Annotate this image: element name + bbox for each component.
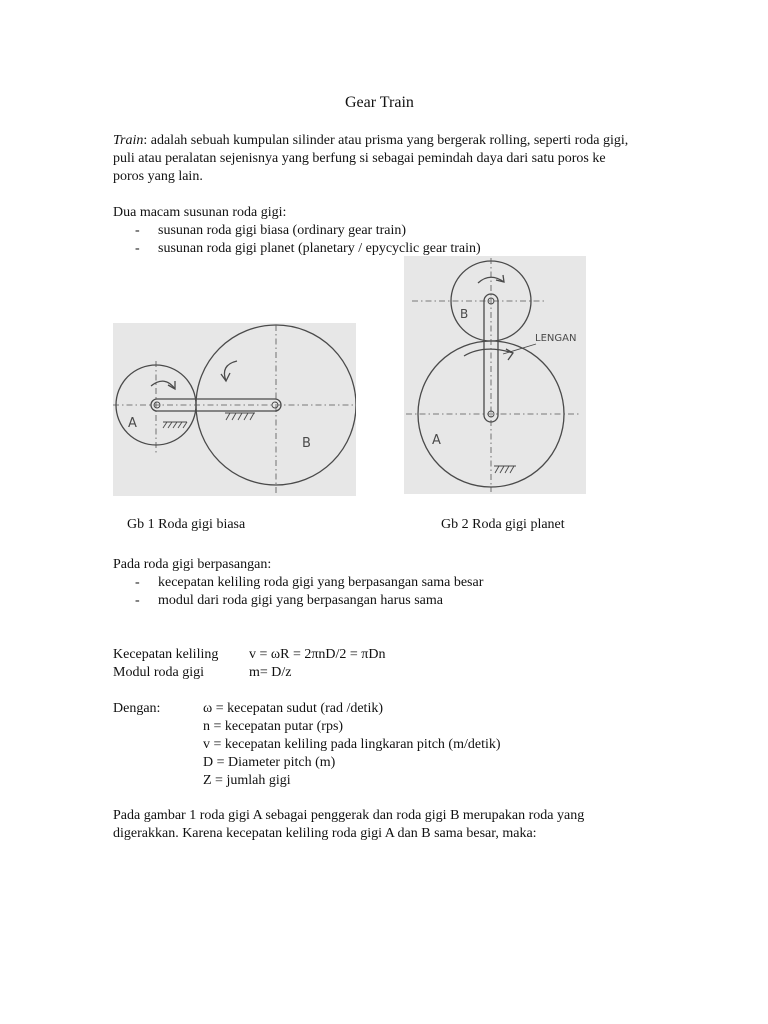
definition-item: Z = jumlah gigi — [203, 773, 291, 788]
figure-2-caption: Gb 2 Roda gigi planet — [441, 517, 565, 532]
gear-a-label: A — [128, 416, 137, 431]
gear-a-label: A — [432, 433, 441, 448]
formula-label: Kecepatan keliling — [113, 647, 219, 662]
formula-expression: v = ωR = 2πnD/2 = πDn — [249, 647, 386, 662]
list-item: susunan roda gigi planet (planetary / epycyclic gear train) — [158, 241, 481, 256]
formula-expression: m= D/z — [249, 665, 292, 680]
formula-label: Modul roda gigi — [113, 665, 204, 680]
definition-item: n = kecepatan putar (rps) — [203, 719, 344, 734]
figure-planetary-gear-train — [404, 256, 586, 494]
list-bullet: - — [135, 223, 140, 238]
definition-item: v = kecepatan keliling pada lingkaran pitch (m/detik) — [203, 737, 501, 752]
gear-b-label: B — [460, 307, 469, 321]
list-item: modul dari roda gigi yang berpasangan harus sama — [158, 593, 443, 608]
rotation-arrow-icon — [151, 381, 175, 389]
intro-text: : adalah sebuah kumpulan silinder atau prisma yang bergerak rolling, seperti roda gigi, puli atau peralatan sejenisnya yang berfung si sebagai pemindah daya dari satu poros ke poros yang lain. — [113, 133, 629, 184]
list-bullet: - — [135, 593, 140, 608]
closing-paragraph: Pada gambar 1 roda gigi A sebagai penggerak dan roda gigi B merupakan roda yang digerakkan. Karena kecepatan keliling roda gigi A dan B sama besar, maka: — [113, 808, 585, 841]
list-item: susunan roda gigi biasa (ordinary gear train) — [158, 223, 407, 238]
intro-term: Train — [113, 133, 144, 148]
definition-item: ω = kecepatan sudut (rad /detik) — [203, 701, 383, 716]
list-bullet: - — [135, 241, 140, 256]
pairing-heading: Pada roda gigi berpasangan: — [113, 557, 272, 572]
definitions-label: Dengan: — [113, 701, 161, 716]
arrangement-heading: Dua macam susunan roda gigi: — [113, 205, 287, 220]
intro-paragraph — [113, 132, 633, 186]
rotation-arrow-icon — [221, 361, 237, 381]
figure-1-caption: Gb 1 Roda gigi biasa — [127, 517, 246, 532]
definition-item: D = Diameter pitch (m) — [203, 755, 336, 770]
page-title: Gear Train — [345, 94, 414, 111]
list-bullet: - — [135, 575, 140, 590]
ground-hatch — [494, 466, 516, 473]
list-item: kecepatan keliling roda gigi yang berpasangan sama besar — [158, 575, 484, 590]
gear-b-label: B — [302, 436, 311, 451]
rotation-arrow-icon — [464, 349, 513, 360]
ground-hatch — [163, 413, 255, 428]
figure-ordinary-gear-train — [113, 323, 356, 496]
arm-label: LENGAN — [535, 333, 577, 344]
